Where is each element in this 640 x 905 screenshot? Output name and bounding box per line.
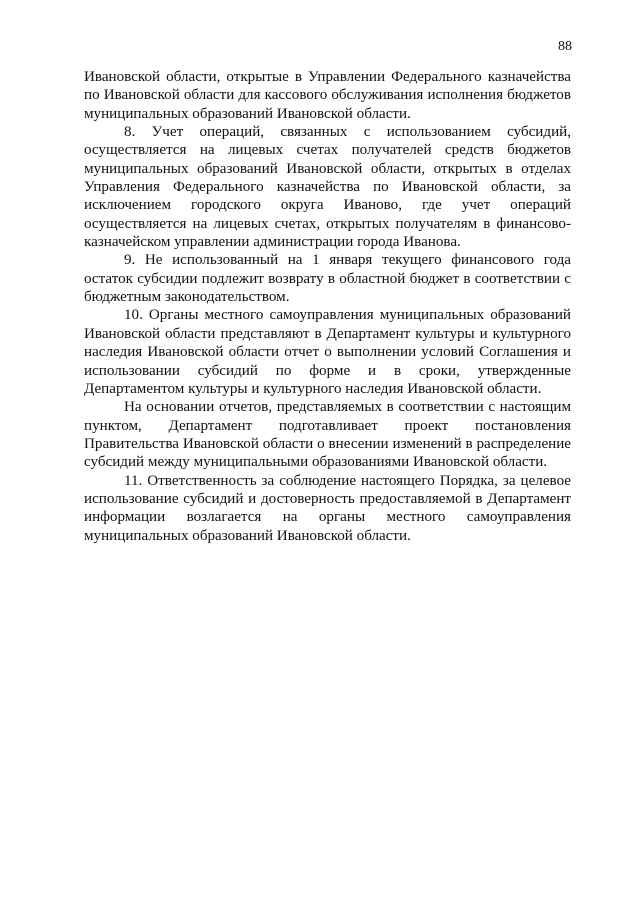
paragraph-item-11: 11. Ответственность за соблюдение настоящего Порядка, за целевое использование субсидий и достоверность предоставляемой в Департамент информации возлагается на органы местного самоуправления муниципальных образований Ивановской области.	[84, 472, 571, 544]
paragraph-item-10: 10. Органы местного самоуправления муниципальных образований Ивановской области представляют в Департамент культуры и культурного наследия Ивановской области отчет о выполнении условий Соглашения и использовании субсидий по форме и в сроки, утвержденные Департаментом культуры и культурного наследия Ивановской области.	[84, 307, 571, 397]
paragraph-continuation: Ивановской области, открытые в Управлении Федерального казначейства по Ивановской области для кассового обслуживания исполнения бюджетов муниципальных образований Ивановской области.	[84, 69, 571, 122]
paragraph-reports: На основании отчетов, представляемых в соответствии с настоящим пунктом, Департамент подготавливает проект постановления Правительства Ивановской области о внесении изменений в распределение субсидий между муниципальными образованиями Ивановской области.	[84, 399, 571, 471]
paragraph-item-9: 9. Не использованный на 1 января текущего финансового года остаток субсидии подлежит возврату в областной бюджет в соответствии с бюджетным законодательством.	[84, 252, 571, 306]
paragraph-item-8: 8. Учет операций, связанных с использованием субсидий, осуществляется на лицевых счетах получателей средств бюджетов муниципальных образований Ивановской области, открытых в отделах Управления Федерального казначейства по Ивановской области, за исключением городского округа Иваново, где учет операций осуществляется на лицевых счетах, открытых получателям в финансово-казначейском управлении администрации города Иванова.	[84, 124, 571, 251]
page-number: 88	[558, 39, 572, 54]
document-body	[84, 68, 571, 545]
